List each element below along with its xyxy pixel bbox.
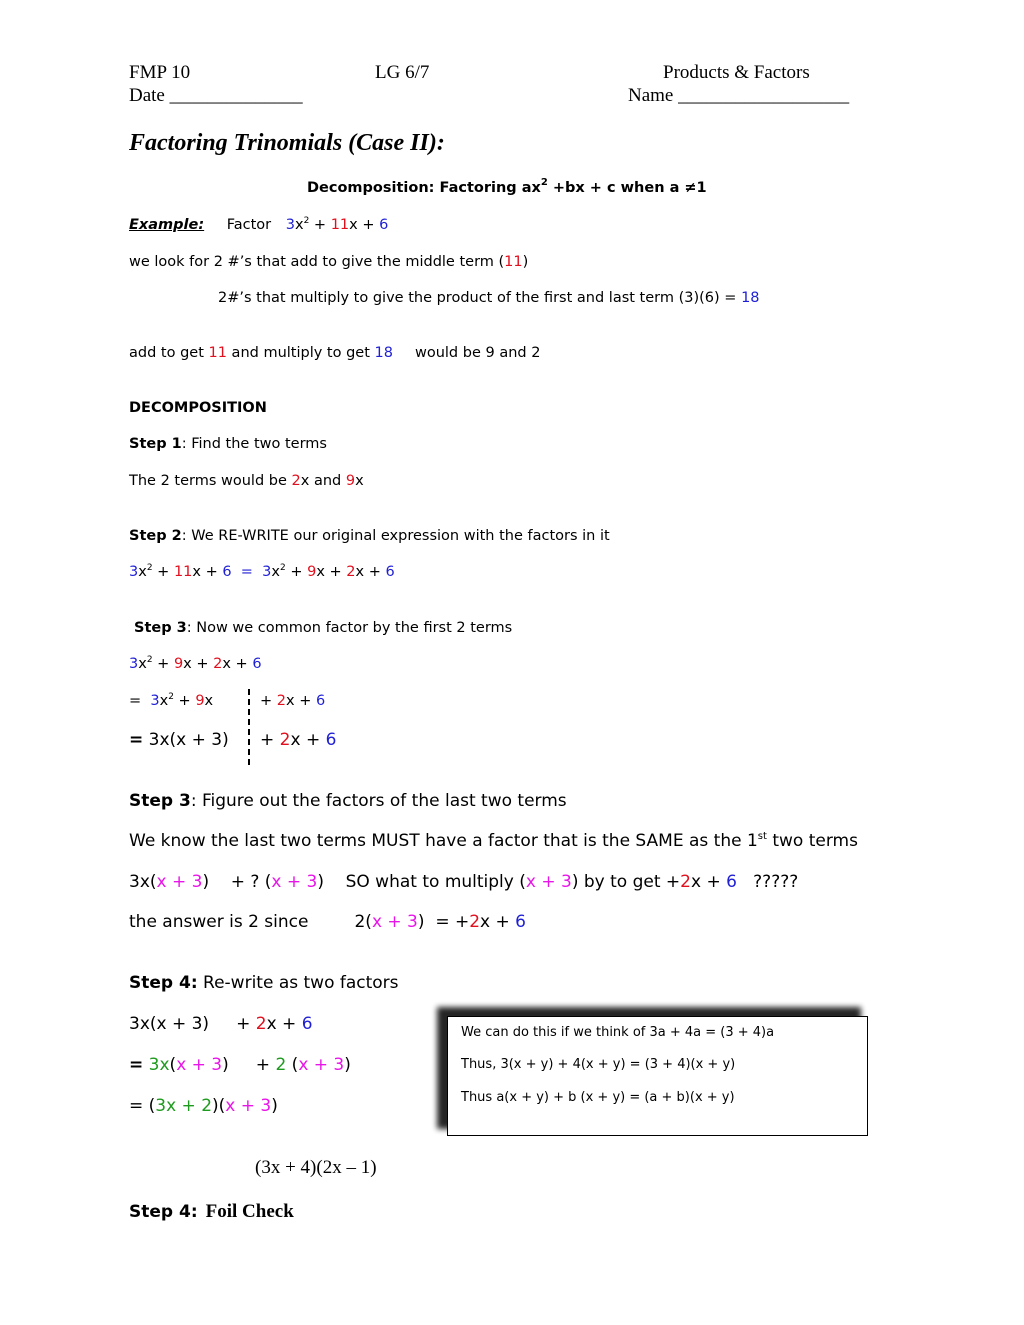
header-topic: Products & Factors bbox=[663, 62, 810, 83]
note-line-3: Thus a(x + y) + b (x + y) = (a + b)(x + y) bbox=[461, 1090, 735, 1105]
step3-factored-left: = 3x(x + 3) bbox=[129, 730, 229, 750]
group-divider bbox=[248, 689, 250, 765]
step1-terms: The 2 terms would be 2x and 9x bbox=[129, 473, 364, 489]
step3-grouped-left: = $3x^2 + 9x$ bbox=[129, 692, 214, 709]
note-line-2: Thus, 3(x + y) + 4(x + y) = (3 + 4)(x + y) bbox=[461, 1057, 736, 1072]
page-title: Factoring Trinomials (Case II): bbox=[129, 130, 445, 156]
foil-check-heading: Step 4: Foil Check bbox=[129, 1201, 294, 1222]
example-line: Example: Factor $3x^2 + 11x + 6$ bbox=[129, 216, 389, 233]
step3-expression: $3x^2 + 9x + 2x + 6$ bbox=[129, 655, 262, 672]
step4-line3: = (3x + 2)(x + 3) bbox=[129, 1096, 278, 1116]
example-label: Example: bbox=[129, 217, 205, 233]
add-multiply-line: add to get 11 and multiply to get 18 would be 9 and 2 bbox=[129, 345, 541, 361]
step3-factored-right: + 2x + 6 bbox=[260, 730, 337, 750]
step3-heading: Step 3: Now we common factor by the first 2 terms bbox=[134, 620, 513, 636]
step1-heading: Step 1: Find the two terms bbox=[129, 436, 327, 452]
note-box bbox=[447, 1016, 868, 1136]
header-course: FMP 10 bbox=[129, 62, 191, 83]
name-field: Name __________________ bbox=[628, 85, 850, 106]
header-learning-goal: LG 6/7 bbox=[375, 62, 430, 83]
step2-expression: $3x^2 + 11x + 6 = 3x^2 + 9x + 2x + 6$ bbox=[129, 563, 395, 580]
step4-line2: = 3x(x + 3) + 2 (x + 3) bbox=[129, 1055, 351, 1075]
step3-grouped-right: + 2x + 6 bbox=[260, 693, 326, 709]
note-line-1: We can do this if we think of 3a + 4a = (3 + 4)a bbox=[461, 1025, 775, 1040]
date-field: Date ______________ bbox=[129, 85, 303, 106]
product-line: 2#’s that multiply to give the product of the first and last term (3)(6) = 18 bbox=[218, 290, 760, 306]
step3b-heading: Step 3: Figure out the factors of the last two terms bbox=[129, 791, 567, 811]
decomposition-heading: DECOMPOSITION bbox=[129, 400, 267, 416]
subtitle: Decomposition: Factoring $ax^2 +bx + c$ when a ≠1 bbox=[307, 177, 707, 196]
step2-heading: Step 2: We RE-WRITE our original expression with the factors in it bbox=[129, 528, 610, 544]
step4-heading: Step 4: Re-write as two factors bbox=[129, 973, 399, 993]
step3b-know-line: We know the last two terms MUST have a factor that is the SAME as the 1st two terms bbox=[129, 831, 858, 851]
step3b-answer-line: the answer is 2 since 2(x + 3) = +2x + 6 bbox=[129, 912, 526, 932]
step3b-question-line: 3x(x + 3) + ? (x + 3) SO what to multiply (x + 3) by to get +2x + 6 ????? bbox=[129, 872, 799, 892]
step4-line1: 3x(x + 3) + 2x + 6 bbox=[129, 1014, 313, 1034]
foil-expression: (3x + 4)(2x – 1) bbox=[255, 1157, 377, 1178]
middle-term-line: we look for 2 #’s that add to give the middle term (11) bbox=[129, 254, 529, 270]
